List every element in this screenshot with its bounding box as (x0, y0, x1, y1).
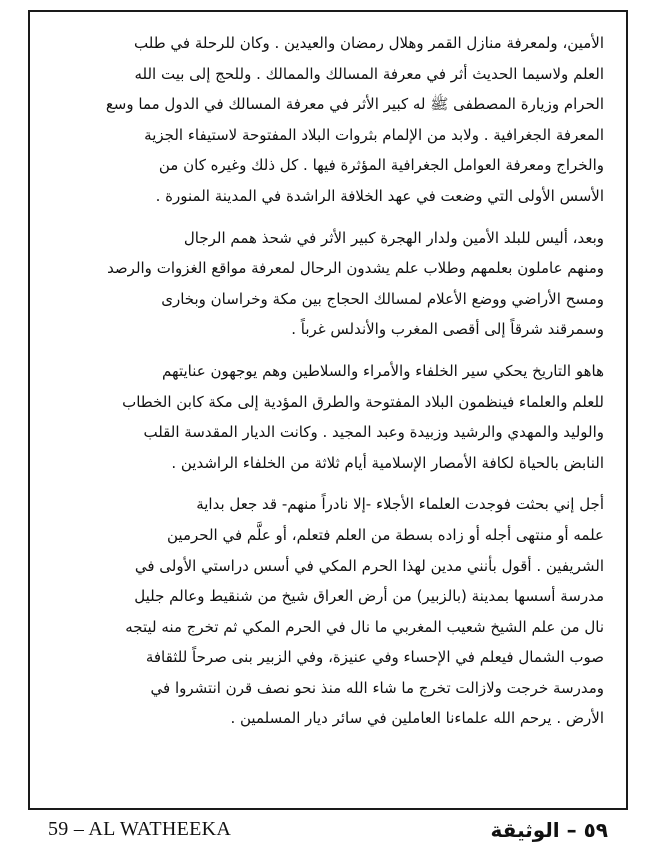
paragraph-line: ومنهم عاملون بعلمهم وطلاب علم يشدون الرحال لمعرفة مواقع الغزوات والرصد (107, 259, 604, 278)
page-footer (28, 818, 628, 846)
paragraph-line: وبعد، أليس للبلد الأمين ولدار الهجرة كبير الأثر في شحذ همم الرجال (183, 228, 604, 247)
paragraph-line: ومدرسة خرجت ولازالت تخرج ما شاء الله منذ نحو نصف قرن انتشروا في (150, 678, 604, 697)
footer-page-number-arabic: ٥٩ – الوثيقة (490, 818, 608, 842)
paragraph-2 (52, 223, 604, 345)
paragraph-line: علمه أو منتهى أجله أو زاده بسطة من العلم فتعلم، أو علَّم في الحرمين (167, 525, 604, 544)
paragraph-line: الحرام وزيارة المصطفى ﷺ له كبير الأثر في معرفة المسالك في الدول مما وسع (105, 95, 604, 114)
paragraph-line: الأرض . يرحم الله علماءنا العاملين في سائر ديار المسلمين . (230, 709, 604, 728)
text-frame (28, 10, 628, 810)
paragraph-line: ومسح الأراضي ووضع الأعلام لمسالك الحجاج بين مكة وخراسان وبخارى (161, 289, 604, 308)
paragraph-line: مدرسة أسسها بمدينة (بالزبير) من أرض العراق شيخ من شنقيط وعالم جليل (134, 587, 604, 606)
paragraph-line: والوليد والمهدي والرشيد وزبيدة وعبد المجيد . وكانت الديار المقدسة القلب (143, 423, 604, 442)
paragraph-line: نال من علم الشيخ شعيب المغربي ما نال في الحرم المكي ثم تخرج منه ليتجه (125, 617, 604, 636)
paragraph-line: الشريفين . أقول بأنني مدين لهذا الحرم المكي في أسس دراستي الأولى في (134, 556, 604, 575)
paragraph-line: الأسس الأولى التي وضعت في عهد الخلافة الراشدة في المدينة المنورة . (155, 186, 604, 205)
paragraph-line: للعلم والعلماء فينظمون البلاد المفتوحة والطرق المؤدية إلى مكة كابن الخطاب (122, 392, 604, 411)
paragraph-line: هاهو التاريخ يحكي سير الخلفاء والأمراء والسلاطين وهم يوجهون عنايتهم (162, 361, 604, 380)
paragraph-line: العلم ولاسيما الحديث أثر في معرفة المسالك والممالك . وللحج إلى بيت الله (134, 64, 604, 83)
paragraph-line: وسمرقند شرقاً إلى أقصى المغرب والأندلس غرباً . (291, 320, 604, 339)
paragraph-line: صوب الشمال فيعلم في الإحساء وفي عنيزة، وفي الزبير بنى صرحاً للثقافة (145, 648, 604, 667)
paragraph-line: أجل إني بحثت فوجدت العلماء الأجلاء -إلا نادراً منهم- قد جعل بداية (196, 495, 604, 514)
paragraph-line: النابض بالحياة لكافة الأمصار الإسلامية أيام ثلاثة من الخلفاء الراشدين . (171, 453, 604, 472)
paragraph-1 (52, 28, 604, 212)
paragraph-line: والخراج ومعرفة العوامل الجغرافية المؤثرة فيها . كل ذلك وغيره كان من (158, 156, 604, 175)
paragraph-3 (52, 356, 604, 478)
footer-page-number-english: 59 – AL WATHEEKA (48, 818, 232, 840)
paragraph-line: المعرفة الجغرافية . ولابد من الإلمام بثروات البلاد المفتوحة لاستيفاء الجزية (144, 125, 604, 144)
paragraph-line: الأمين، ولمعرفة منازل القمر وهلال رمضان والعيدين . وكان للرحلة في طلب (134, 34, 604, 52)
paragraph-4 (52, 489, 604, 734)
